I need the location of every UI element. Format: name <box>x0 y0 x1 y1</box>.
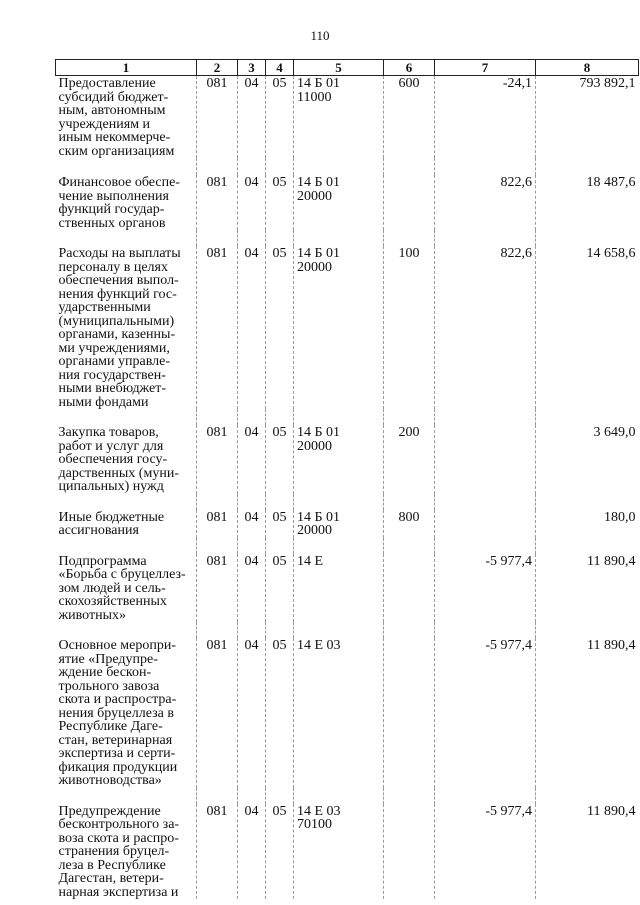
spacer-cell <box>384 622 435 638</box>
total-amount: 11 890,4 <box>536 804 639 900</box>
total-amount: 3 649,0 <box>536 425 639 494</box>
expense-type-code <box>384 804 435 900</box>
expense-item-name-line: ми учреждениями, <box>58 340 170 356</box>
column-number-header-row <box>56 60 639 76</box>
spacer-cell <box>197 230 238 246</box>
expense-item-name-line: бесконтрольного за- <box>58 817 180 832</box>
target-article-code-line: 14 Б 01 <box>297 76 341 91</box>
expense-item-name <box>56 510 197 538</box>
expense-item-name-line: ния государствен- <box>58 367 166 383</box>
section-code: 04 <box>238 76 266 159</box>
expense-item-name-line: Предупреждение <box>58 803 161 819</box>
spacer-cell <box>294 622 384 638</box>
expense-item-name-line: «Борьба с бруцеллез- <box>58 567 186 582</box>
ministry-code: 081 <box>197 76 238 159</box>
expense-item-name-line: Предоставление <box>58 76 156 91</box>
expense-item-name <box>56 554 197 623</box>
target-article-code <box>294 175 384 230</box>
spacer-cell <box>435 788 536 804</box>
expense-item-name-line: Финансовое обеспе- <box>58 175 180 190</box>
table-row <box>56 554 639 623</box>
total-amount: 14 658,6 <box>536 246 639 409</box>
spacer-cell <box>435 409 536 425</box>
target-article-code <box>294 425 384 494</box>
spacer-cell <box>266 538 294 554</box>
section-code: 04 <box>238 175 266 230</box>
expense-item-name-line: животных» <box>58 607 127 623</box>
spacer-cell <box>197 158 238 175</box>
target-article-code <box>294 638 384 788</box>
expense-item-name-line: субсидий бюджет- <box>58 89 169 105</box>
column-header: 5 <box>294 60 384 76</box>
expense-type-code <box>384 175 435 230</box>
table-row <box>56 510 639 538</box>
row-spacer <box>56 788 639 804</box>
section-code: 04 <box>238 804 266 900</box>
column-header: 2 <box>197 60 238 76</box>
spacer-cell <box>266 158 294 175</box>
expense-item-name <box>56 804 197 900</box>
target-article-code <box>294 76 384 159</box>
spacer-cell <box>384 788 435 804</box>
expense-item-name-line: фикация продукции <box>58 759 178 775</box>
expense-item-name <box>56 425 197 494</box>
spacer-cell <box>266 409 294 425</box>
expense-item-name-line: стан, ветеринарная <box>58 732 173 748</box>
subsection-code: 05 <box>266 175 294 230</box>
ministry-code: 081 <box>197 554 238 623</box>
expense-type-code: 100 <box>384 246 435 409</box>
expense-item-name-line: ным, автономным <box>58 103 166 118</box>
total-amount: 11 890,4 <box>536 638 639 788</box>
expense-item-name-line: трольного завоза <box>58 678 160 694</box>
subsection-code: 05 <box>266 246 294 409</box>
expense-item-name-line: нения функций гос- <box>58 286 177 302</box>
target-article-code-line: 20000 <box>297 259 332 275</box>
amount-change: 822,6 <box>435 175 536 230</box>
expense-item-name-line: Основное меропри- <box>58 638 177 653</box>
spacer-cell <box>294 158 384 175</box>
target-article-code <box>294 804 384 900</box>
spacer-cell <box>294 230 384 246</box>
expense-item-name-line: Закупка товаров, <box>58 425 159 440</box>
section-code: 04 <box>238 554 266 623</box>
expense-item-name-line: обеспечения госу- <box>58 452 168 467</box>
expense-item-name-line: нарная экспертиза и <box>58 884 179 900</box>
target-article-code-line: 11000 <box>297 89 332 105</box>
total-amount: 11 890,4 <box>536 554 639 623</box>
table-body <box>56 76 639 900</box>
target-article-code-line: 20000 <box>297 523 332 538</box>
spacer-cell <box>197 494 238 510</box>
target-article-code-line: 14 Е 03 <box>297 803 341 819</box>
amount-change: -5 977,4 <box>435 554 536 623</box>
ministry-code: 081 <box>197 804 238 900</box>
amount-change: -5 977,4 <box>435 638 536 788</box>
expense-item-name-line: персоналу в целях <box>58 259 168 275</box>
spacer-cell <box>536 788 639 804</box>
row-spacer <box>56 409 639 425</box>
expense-item-name-line: странения бруцел- <box>58 844 170 859</box>
target-article-code-line: 14 Е <box>297 553 324 569</box>
target-article-code <box>294 510 384 538</box>
row-spacer <box>56 622 639 638</box>
spacer-cell <box>266 230 294 246</box>
spacer-cell <box>294 788 384 804</box>
row-spacer <box>56 538 639 554</box>
spacer-cell <box>266 622 294 638</box>
expense-type-code <box>384 554 435 623</box>
amount-change <box>435 510 536 538</box>
target-article-code-line: 14 Е 03 <box>297 638 341 653</box>
total-amount: 180,0 <box>536 510 639 538</box>
spacer-cell <box>56 494 197 510</box>
table-row <box>56 76 639 159</box>
expense-item-name-line: ственных органов <box>58 215 166 231</box>
expense-item-name-line: органами управле- <box>58 354 171 369</box>
expense-item-name-line: Подпрограмма <box>58 553 147 569</box>
spacer-cell <box>435 230 536 246</box>
column-header: 1 <box>56 60 197 76</box>
expense-item-name-line: иным некоммерче- <box>58 130 171 145</box>
target-article-code-line: 70100 <box>297 817 332 832</box>
spacer-cell <box>294 538 384 554</box>
row-spacer <box>56 158 639 175</box>
spacer-cell <box>238 494 266 510</box>
expense-item-name-line: ными внебюджет- <box>58 381 167 396</box>
spacer-cell <box>197 409 238 425</box>
expense-item-name-line: чение выполнения <box>58 188 169 204</box>
spacer-cell <box>384 538 435 554</box>
spacer-cell <box>56 409 197 425</box>
subsection-code: 05 <box>266 804 294 900</box>
expense-item-name-line: зом людей и сель- <box>58 580 166 596</box>
spacer-cell <box>56 230 197 246</box>
ministry-code: 081 <box>197 246 238 409</box>
spacer-cell <box>56 788 197 804</box>
subsection-code: 05 <box>266 638 294 788</box>
expense-item-name-line: учреждениям и <box>58 116 151 132</box>
expense-item-name-line: животноводства» <box>58 773 162 788</box>
spacer-cell <box>238 538 266 554</box>
table-row <box>56 175 639 230</box>
spacer-cell <box>238 230 266 246</box>
expense-item-name-line: ципальных) нужд <box>58 479 164 494</box>
subsection-code: 05 <box>266 76 294 159</box>
ministry-code: 081 <box>197 510 238 538</box>
spacer-cell <box>197 622 238 638</box>
spacer-cell <box>536 409 639 425</box>
budget-table <box>55 59 639 899</box>
target-article-code-line: 14 Б 01 <box>297 246 341 261</box>
amount-change: -24,1 <box>435 76 536 159</box>
spacer-cell <box>536 538 639 554</box>
expense-item-name-line: ятие «Предупре- <box>58 651 158 667</box>
column-header: 7 <box>435 60 536 76</box>
spacer-cell <box>238 409 266 425</box>
expense-item-name-line: (муниципальными) <box>58 313 175 329</box>
spacer-cell <box>294 409 384 425</box>
target-article-code <box>294 246 384 409</box>
spacer-cell <box>536 230 639 246</box>
expense-item-name <box>56 246 197 409</box>
expense-item-name-line: органами, казенны- <box>58 327 176 342</box>
ministry-code: 081 <box>197 425 238 494</box>
expense-item-name-line: ждение бескон- <box>58 665 152 680</box>
table-row <box>56 425 639 494</box>
spacer-cell <box>56 538 197 554</box>
expense-item-name-line: дарственных (муни- <box>58 465 179 481</box>
expense-type-code <box>384 638 435 788</box>
amount-change: 822,6 <box>435 246 536 409</box>
subsection-code: 05 <box>266 425 294 494</box>
spacer-cell <box>56 622 197 638</box>
target-article-code-line: 14 Б 01 <box>297 425 341 440</box>
section-code: 04 <box>238 510 266 538</box>
column-header: 6 <box>384 60 435 76</box>
spacer-cell <box>435 158 536 175</box>
expense-item-name-line: нения бруцеллеза в <box>58 705 174 721</box>
expense-type-code: 200 <box>384 425 435 494</box>
row-spacer <box>56 494 639 510</box>
spacer-cell <box>238 622 266 638</box>
spacer-cell <box>435 538 536 554</box>
expense-item-name <box>56 638 197 788</box>
table-row <box>56 804 639 900</box>
section-code: 04 <box>238 425 266 494</box>
target-article-code-line: 20000 <box>297 438 332 454</box>
spacer-cell <box>384 494 435 510</box>
table-row <box>56 246 639 409</box>
expense-item-name-line: скохозяйственных <box>58 594 167 609</box>
total-amount: 793 892,1 <box>536 76 639 159</box>
expense-item-name-line: скота и распростра- <box>58 692 177 707</box>
spacer-cell <box>238 788 266 804</box>
expense-item-name-line: ударственными <box>58 300 151 315</box>
spacer-cell <box>197 538 238 554</box>
spacer-cell <box>536 158 639 175</box>
spacer-cell <box>384 409 435 425</box>
expense-item-name-line: работ и услуг для <box>58 438 164 454</box>
expense-type-code: 800 <box>384 510 435 538</box>
target-article-code <box>294 554 384 623</box>
target-article-code-line: 14 Б 01 <box>297 175 341 190</box>
expense-item-name-line: экспертиза и серти- <box>58 746 176 761</box>
target-article-code-line: 14 Б 01 <box>297 509 341 525</box>
expense-type-code: 600 <box>384 76 435 159</box>
target-article-code-line: 20000 <box>297 188 332 204</box>
column-header: 8 <box>536 60 639 76</box>
spacer-cell <box>435 622 536 638</box>
column-header: 3 <box>238 60 266 76</box>
amount-change: -5 977,4 <box>435 804 536 900</box>
subsection-code: 05 <box>266 554 294 623</box>
expense-item-name-line: Иные бюджетные <box>58 509 165 525</box>
section-code: 04 <box>238 638 266 788</box>
row-spacer <box>56 230 639 246</box>
expense-item-name-line: воза скота и распро- <box>58 830 179 846</box>
spacer-cell <box>536 622 639 638</box>
subsection-code: 05 <box>266 510 294 538</box>
section-code: 04 <box>238 246 266 409</box>
ministry-code: 081 <box>197 638 238 788</box>
expense-item-name-line: функций государ- <box>58 202 165 217</box>
spacer-cell <box>435 494 536 510</box>
expense-item-name-line: Расходы на выплаты <box>58 246 181 261</box>
expense-item-name-line: обеспечения выпол- <box>58 273 179 288</box>
expense-item-name <box>56 76 197 159</box>
expense-item-name-line: ским организациям <box>58 143 175 159</box>
spacer-cell <box>238 158 266 175</box>
expense-item-name-line: ными фондами <box>58 394 149 410</box>
amount-change <box>435 425 536 494</box>
expense-item-name-line: леза в Республике <box>58 857 166 873</box>
expense-item-name-line: ассигнования <box>58 523 139 538</box>
spacer-cell <box>536 494 639 510</box>
spacer-cell <box>56 158 197 175</box>
expense-item-name <box>56 175 197 230</box>
spacer-cell <box>197 788 238 804</box>
spacer-cell <box>384 230 435 246</box>
spacer-cell <box>266 494 294 510</box>
table-row <box>56 638 639 788</box>
spacer-cell <box>384 158 435 175</box>
ministry-code: 081 <box>197 175 238 230</box>
column-header: 4 <box>266 60 294 76</box>
page-number: 110 <box>310 28 330 43</box>
total-amount: 18 487,6 <box>536 175 639 230</box>
spacer-cell <box>294 494 384 510</box>
expense-item-name-line: Республике Даге- <box>58 719 163 734</box>
expense-item-name-line: Дагестан, ветери- <box>58 871 164 886</box>
spacer-cell <box>266 788 294 804</box>
